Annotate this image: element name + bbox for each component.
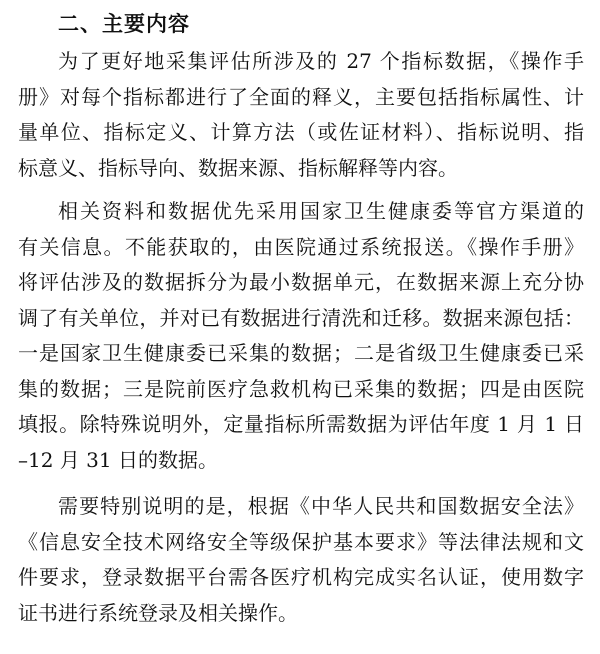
section-heading: 二、主要内容 — [58, 12, 190, 36]
paragraph-line: 集的数据；三是院前医疗急救机构已采集的数据；四是由医院 — [18, 376, 584, 401]
paragraph-line: 有关信息。不能获取的，由医院通过系统报送。《操作手册》 — [18, 234, 584, 259]
paragraph-line: 将评估涉及的数据拆分为最小数据单元，在数据来源上充分协 — [18, 270, 584, 294]
paragraph-line: –12 月 31 日的数据。 — [18, 447, 218, 472]
paragraph-line: 需要特别说明的是，根据《中华人民共和国数据安全法》 — [58, 494, 584, 518]
paragraph-line: 证书进行系统登录及相关操作。 — [18, 600, 298, 625]
paragraph-line: 相关资料和数据优先采用国家卫生健康委等官方渠道的 — [58, 199, 584, 223]
paragraph-line: 标意义、指标导向、数据来源、指标解释等内容。 — [18, 155, 458, 180]
paragraph-security-requirements — [18, 489, 584, 631]
paragraph-line: 为了更好地采集评估所涉及的 27 个指标数据，《操作手 — [58, 49, 584, 73]
paragraph-line: 量单位、指标定义、计算方法（或佐证材料）、指标说明、指 — [18, 120, 584, 144]
paragraph-line: 一是国家卫生健康委已采集的数据；二是省级卫生健康委已采 — [18, 341, 584, 365]
paragraph-data-sources — [18, 194, 584, 478]
paragraph-line: 册》对每个指标都进行了全面的释义，主要包括指标属性、计 — [18, 84, 584, 109]
paragraph-line: 填报。除特殊说明外，定量指标所需数据为评估年度 1 月 1 日 — [18, 412, 584, 436]
paragraph-line: 《信息安全技术网络安全等级保护基本要求》等法律法规和文 — [18, 529, 584, 554]
paragraph-line: 件要求，登录数据平台需各医疗机构完成实名认证，使用数字 — [18, 565, 584, 589]
paragraph-line: 调了有关单位，并对已有数据进行清洗和迁移。数据来源包括： — [18, 305, 584, 330]
paragraph-indicator-definitions — [18, 44, 584, 186]
